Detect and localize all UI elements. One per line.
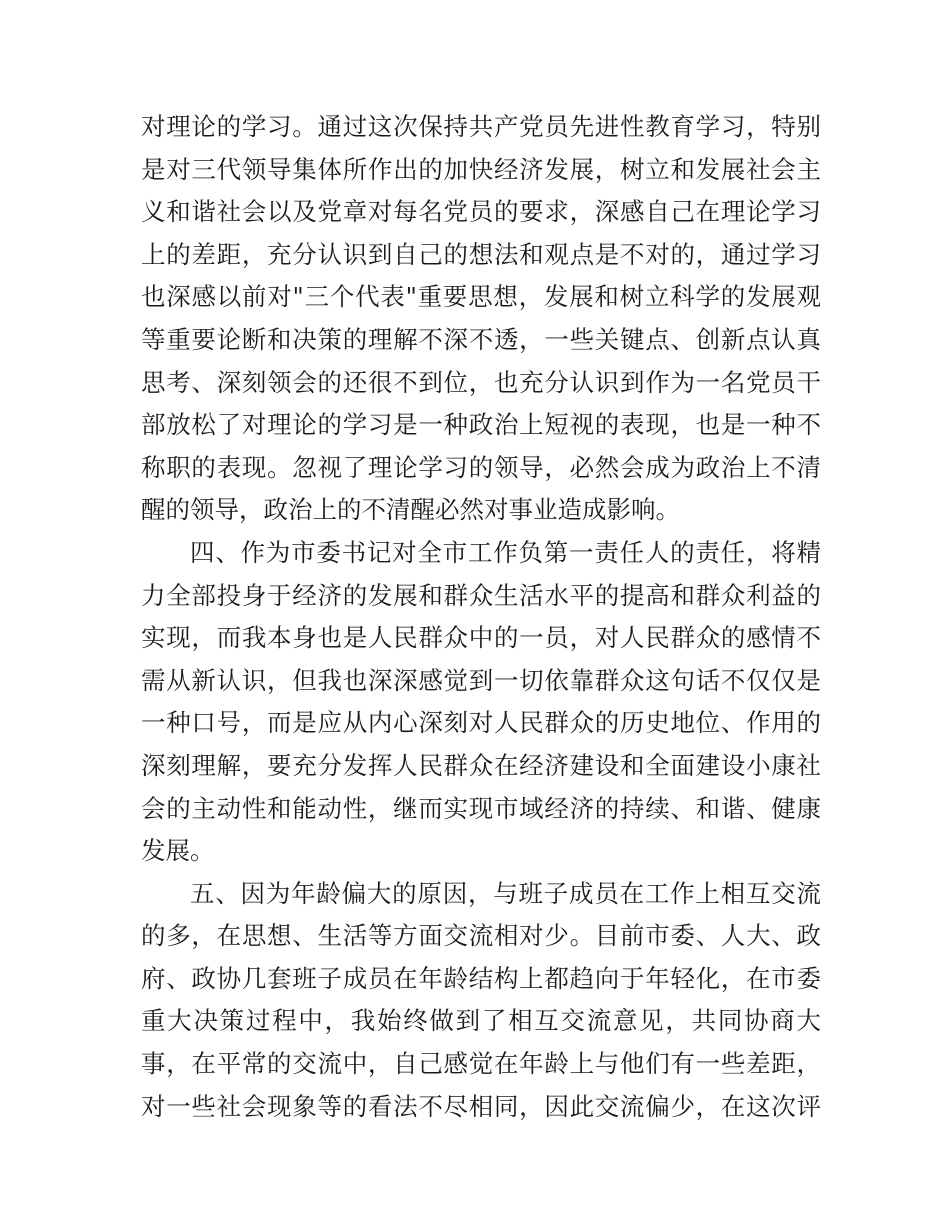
text-line-17: 会的主动性和能动性，继而实现市域经济的持续、和谐、健康 xyxy=(141,793,821,823)
text-line-20: 的多，在思想、生活等方面交流相对少。目前市委、人大、政 xyxy=(141,921,821,951)
text-line-12: 力全部投身于经济的发展和群众生活水平的提高和群众利益的 xyxy=(141,580,821,610)
text-line-2: 是对三代领导集体所作出的加快经济发展，树立和发展社会主 xyxy=(141,154,821,184)
body-text xyxy=(141,106,821,1128)
text-line-10: 醒的领导，政治上的不清醒必然对事业造成影响。 xyxy=(141,495,680,525)
paragraph-4-first-line: 四、作为市委书记对全市工作负第一责任人的责任，将精 xyxy=(190,537,821,567)
text-line-9: 称职的表现。忽视了理论学习的领导，必然会成为政治上不清 xyxy=(141,452,821,482)
text-line-22: 重大决策过程中，我始终做到了相互交流意见，共同协商大 xyxy=(141,1006,821,1036)
text-line-24: 对一些社会现象等的看法不尽相同，因此交流偏少，在这次评 xyxy=(141,1091,821,1121)
text-line-23: 事，在平常的交流中，自己感觉在年龄上与他们有一些差距， xyxy=(141,1049,821,1079)
text-line-14: 需从新认识，但我也深深感觉到一切依靠群众这句话不仅仅是 xyxy=(141,665,821,695)
text-line-3: 义和谐社会以及党章对每名党员的要求，深感自己在理论学习 xyxy=(141,197,821,227)
paragraph-5-first-line: 五、因为年龄偏大的原因，与班子成员在工作上相互交流 xyxy=(190,878,821,908)
text-line-18: 发展。 xyxy=(141,836,215,866)
text-line-8: 部放松了对理论的学习是一种政治上短视的表现，也是一种不 xyxy=(141,410,821,440)
text-line-4: 上的差距，充分认识到自己的想法和观点是不对的，通过学习 xyxy=(141,239,821,269)
text-line-7: 思考、深刻领会的还很不到位，也充分认识到作为一名党员干 xyxy=(141,367,821,397)
text-line-13: 实现，而我本身也是人民群众中的一员，对人民群众的感情不 xyxy=(141,623,821,653)
text-line-16: 深刻理解，要充分发挥人民群众在经济建设和全面建设小康社 xyxy=(141,750,821,780)
text-line-1: 对理论的学习。通过这次保持共产党员先进性教育学习，特别 xyxy=(141,112,821,141)
text-line-21: 府、政协几套班子成员在年龄结构上都趋向于年轻化，在市委 xyxy=(141,963,821,993)
text-line-15: 一种口号，而是应从内心深刻对人民群众的历史地位、作用的 xyxy=(141,708,821,738)
text-line-5: 也深感以前对"三个代表"重要思想，发展和树立科学的发展观 xyxy=(141,282,821,312)
text-line-6: 等重要论断和决策的理解不深不透，一些关键点、创新点认真 xyxy=(141,324,821,354)
